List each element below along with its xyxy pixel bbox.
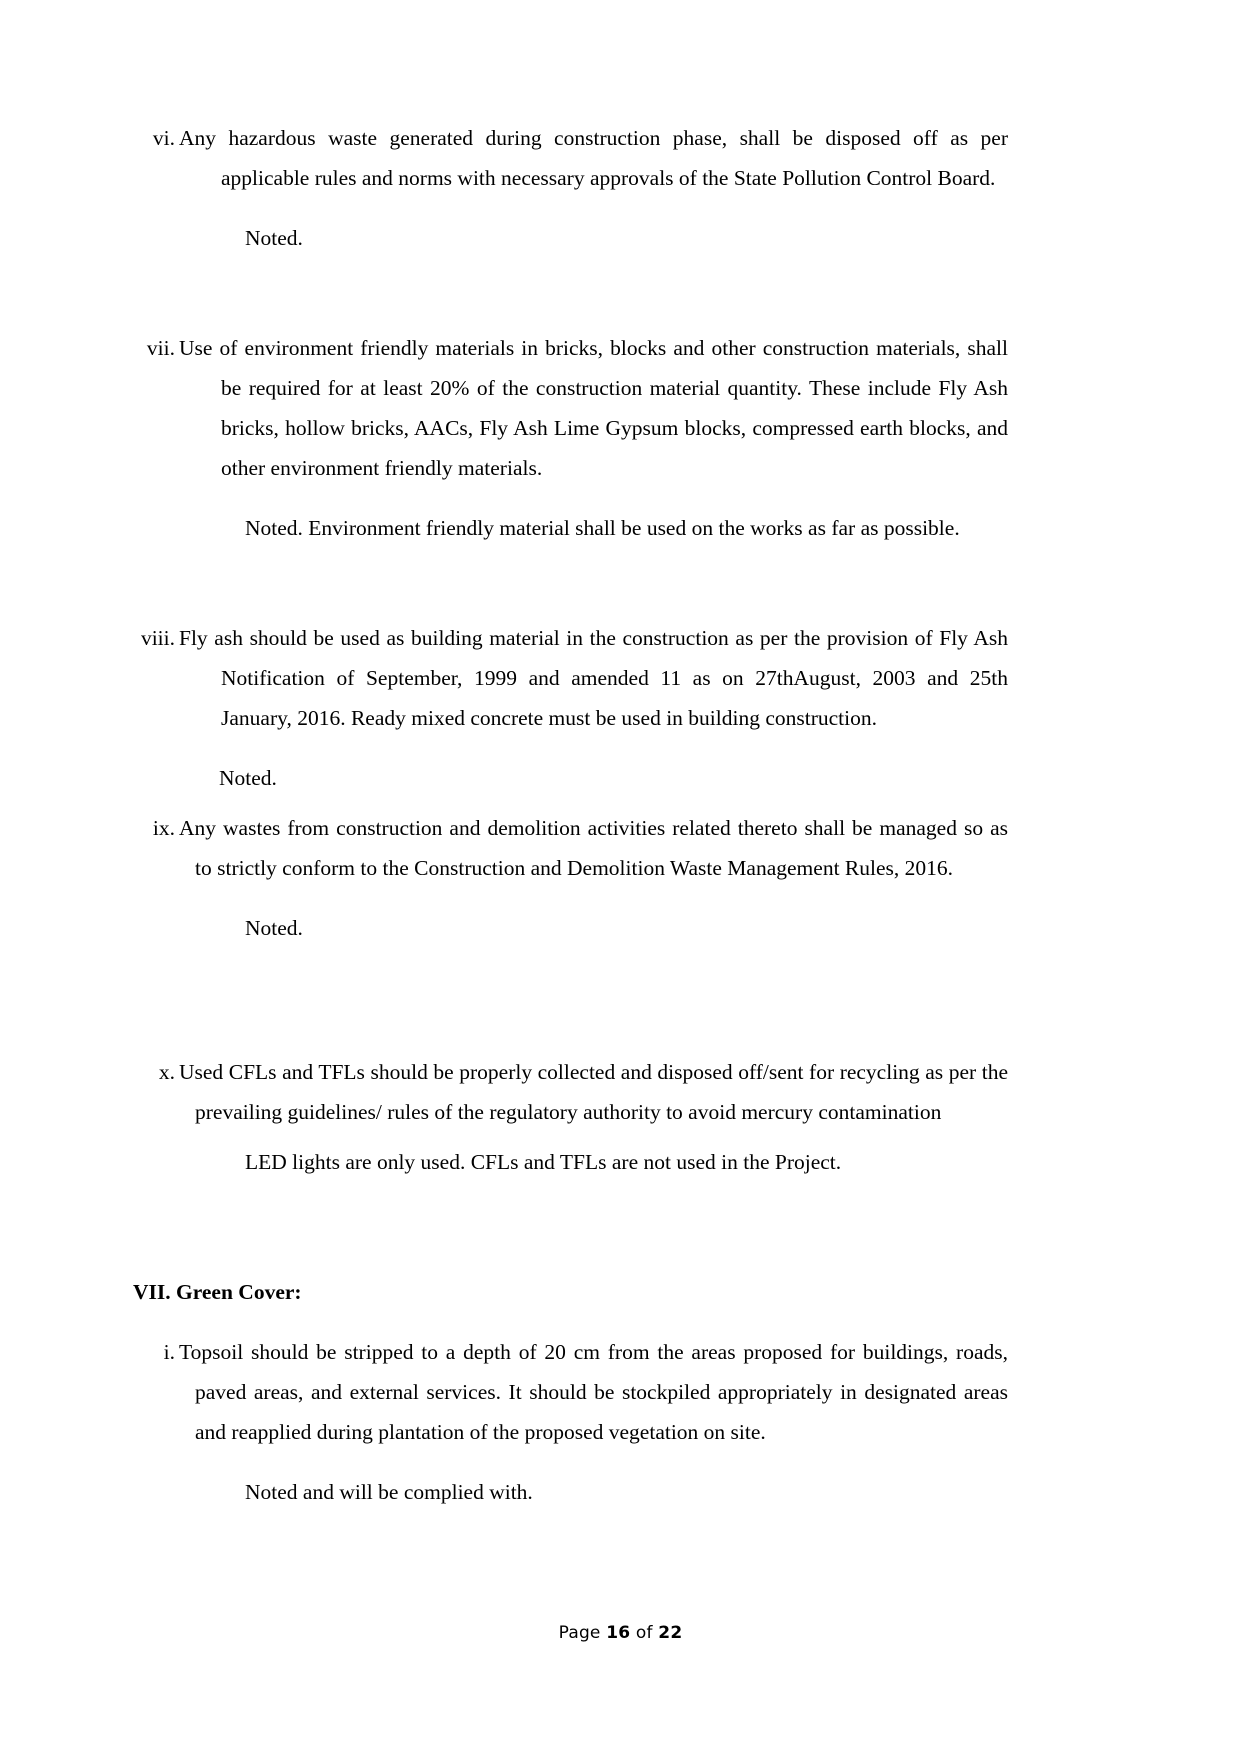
- list-item-marker: viii.: [140, 626, 175, 650]
- spacer: [133, 488, 1008, 508]
- list-item-text: Topsoil should be stripped to a depth of 20 cm from the areas proposed for buildings, roads, paved areas, and external services. It should be stockpiled appropriately in designated areas and reapplied during plantation of the proposed vegetation on site.: [179, 1340, 1008, 1444]
- response-text: Noted.: [245, 226, 303, 250]
- footer-prefix: Page: [558, 1623, 601, 1643]
- list-item-text: Any wastes from construction and demolition activities related thereto shall be managed so as to strictly conform to the Construction and Demolition Waste Management Rules, 2016.: [179, 816, 1008, 880]
- list-item-marker: i.: [163, 1340, 175, 1364]
- response-text: Noted. Environment friendly material shall be used on the works as far as possible.: [245, 516, 960, 540]
- spacer: [133, 1252, 1008, 1272]
- list-item-marker: x.: [158, 1060, 175, 1084]
- list-item: [133, 808, 1008, 888]
- list-item: [133, 1332, 1008, 1452]
- list-item-text: Used CFLs and TFLs should be properly collected and disposed off/sent for recycling as per the prevailing guidelines/ rules of the regulatory authority to avoid mercury contamination: [179, 1060, 1008, 1124]
- page-content: [133, 118, 1008, 1512]
- list-item-text: Fly ash should be used as building material in the construction as per the provision of Fly Ash Notification of September, 1999 and amended 11 as on 27thAugust, 2003 and 25th January, 2016. Ready mixed concrete must be used in building construction.: [179, 626, 1008, 730]
- list-item: [133, 618, 1008, 738]
- spacer: [133, 1452, 1008, 1472]
- footer-middle: of: [635, 1623, 653, 1643]
- section-heading: VII. Green Cover:: [133, 1280, 302, 1304]
- spacer: [133, 888, 1008, 908]
- footer-current-page: 16: [606, 1623, 631, 1643]
- spacer: [133, 948, 1008, 1018]
- list-item-text: Use of environment friendly materials in bricks, blocks and other construction materials, shall be required for at least 20% of the construction material quantity. These include Fly Ash bricks, hollow bricks, AACs, Fly Ash Lime Gypsum blocks, compressed earth blocks, and other environment friendly materials.: [179, 336, 1008, 480]
- footer-total-pages: 22: [658, 1623, 683, 1643]
- list-item-marker: vi.: [152, 126, 175, 150]
- spacer: [133, 1018, 1008, 1052]
- response-text: Noted.: [219, 766, 277, 790]
- spacer: [133, 258, 1008, 328]
- spacer: [133, 1182, 1008, 1252]
- spacer: [133, 198, 1008, 218]
- list-item-text: Any hazardous waste generated during construction phase, shall be disposed off as per applicable rules and norms with necessary approvals of the State Pollution Control Board.: [179, 126, 1008, 190]
- response-text: Noted.: [245, 916, 303, 940]
- spacer: [133, 1312, 1008, 1332]
- spacer: [133, 548, 1008, 618]
- list-item: [133, 328, 1008, 488]
- list-item-marker: vii.: [146, 336, 175, 360]
- response-text: Noted and will be complied with.: [245, 1480, 533, 1504]
- list-item-marker: ix.: [152, 816, 175, 840]
- spacer: [133, 738, 1008, 758]
- page-footer: [0, 1623, 1241, 1643]
- list-item: [133, 118, 1008, 198]
- spacer: [133, 1132, 1008, 1142]
- response-text: LED lights are only used. CFLs and TFLs are not used in the Project.: [245, 1150, 842, 1174]
- spacer: [133, 798, 1008, 808]
- list-item: [133, 1052, 1008, 1132]
